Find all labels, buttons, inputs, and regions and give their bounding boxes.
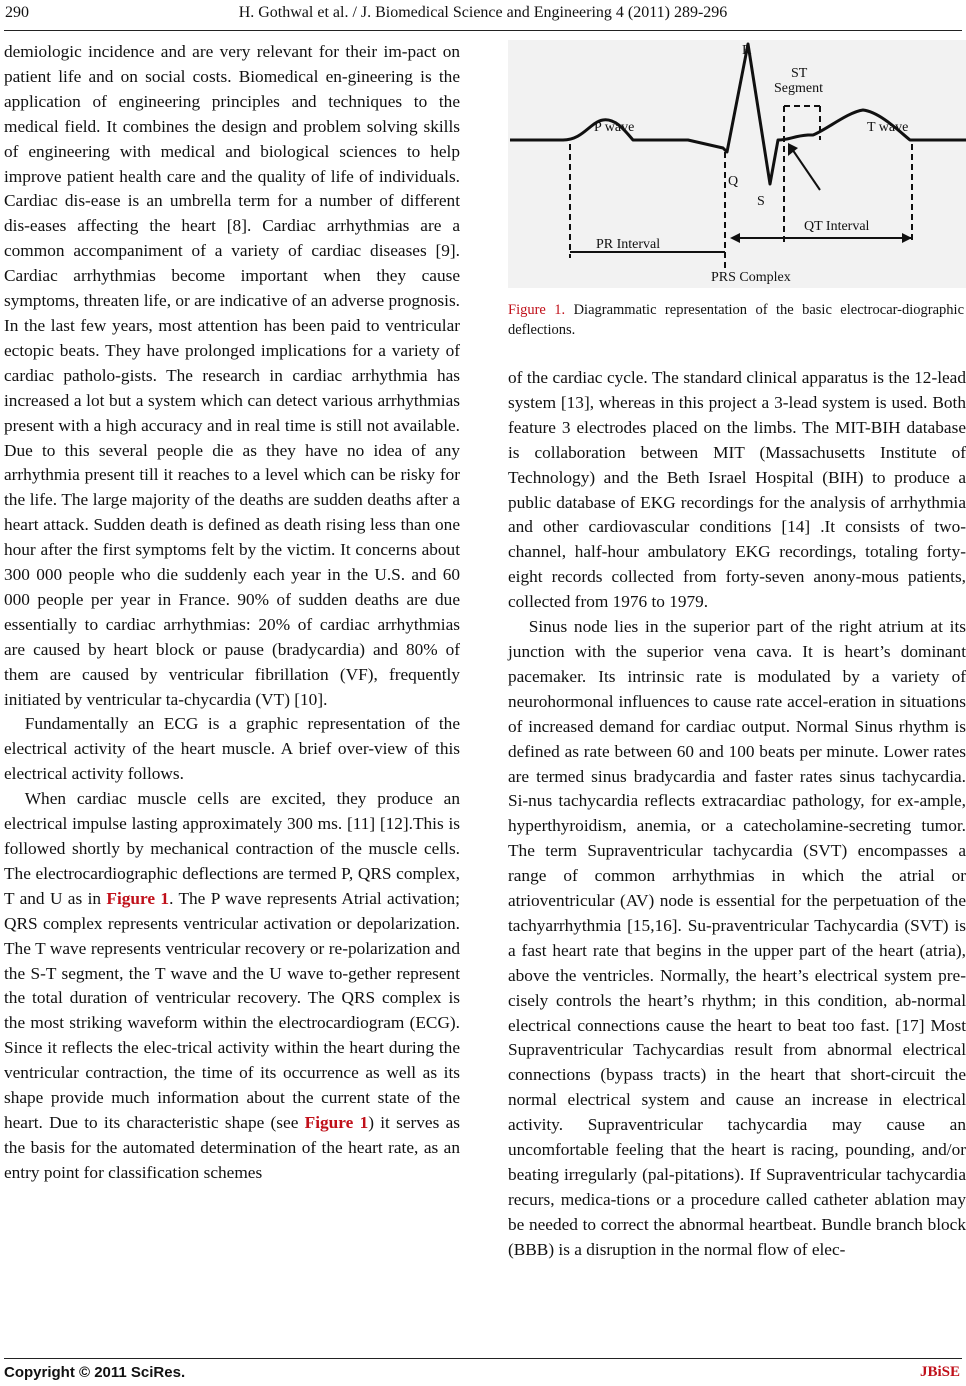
text-run: ) it serves as the basis for the automated determination of the heart rate, as an entry point for classification schemes: [4, 1112, 460, 1182]
paragraph: demiologic incidence and are very relevant for their im-pact on patient life and on social costs. Biomedical en-gineering is the application of engineering principles and techniques to the medical field. It combines the design and problem solving skills of engineering with medical and biological sciences to help improve patient health care and the quality of life of individuals. Cardiac dis-ease is an umbrella term for a number of different dis-eases affecting the heart [8]. Cardiac arrhythmias are a common accompaniment of a variety of cardiac diseases [9]. Cardiac arrhythmias become important when they cause symptoms, threaten life, or are indicative of an adverse prognosis. In the last few years, most attention has been paid to ventricular ectopic beats. They have prolonged implications for a variety of cardiac patholo-gists. The research in cardiac arrhythmia has increased a lot but a system which can detect various arrhythmias present with a high accuracy and in real time is still not available. Due to this several people die as they have no idea of any arrhythmia present till it reaches to a level which can be risky for the life. The large majority of the deaths are sudden deaths after a heart attack. Sudden death is defined as death rising less than one hour after the first symptoms felt by the victim. It concerns about 300 000 people who die suddenly each year in the U.S. and 60 000 people per year in France. 90% of sudden deaths are due essentially to cardiac arrhythmias: 20% of cardiac arrhythmias are caused by heart block or pause (bradycardia) and 80% of them are caused by ventricular fibrillation (VF), frequently initiated by ventricular ta-chycardia (VT) [10].: [4, 42, 460, 709]
st-arrow-line: [790, 146, 820, 190]
label-st: ST: [791, 66, 808, 81]
ecg-figure: [508, 40, 966, 288]
paragraph: [4, 787, 460, 1186]
running-head: H. Gothwal et al. / J. Biomedical Science and Engineering 4 (2011) 289-296: [238, 4, 728, 21]
label-pr-interval: PR Interval: [596, 237, 661, 252]
page-number: 290: [5, 4, 29, 21]
figure-caption: [508, 300, 964, 340]
paragraph: Sinus node lies in the superior part of the right atrium at its junction with the superior vena cava. It is heart’s dominant pacemaker. Its intrinsic rate is modulated by a variety of neurohormonal influences to cause rate accel-eration in situations of increased demand for cardiac output. Normal Sinus rhythm is defined as rate between 60 and 100 beats per minute. Lower rates are termed sinus bradycardia and faster rates sinus tachycardia. Si-nus tachycardia reflects extracardiac pathology, for ex-ample, hyperthyroidism, anemia, or a catecholamine-secreting tumor. The term Supraventricular tachycardia (SVT) encompasses a range of common arrhythmias in which the atrial or atrioventricular (AV) node is essential for the perpetuation of the tachyarrhythmia [15,16]. Su-praventricular Tachycardia (SVT) is a fast heart rate that begins in the upper part of the heart (atria), above the ventricles. Normally, the heart’s electrical system pre-cisely controls the heart’s rhythm; in this condition, ab-normal electrical connections cause the heart to beat too fast. [17] Most Supraventricular Tachycardias result from abnormal electrical connections (bypass tracts) in the heart that short-circuit the normal electrical system and cause an increase in electrical activity. Supraventricular tachycardia may cause an uncomfortable feeling that the heart is racing, pounding, and/or beating irregularly (pal-pitations). If Supraventricular tachycardia recurs, medica-tions or a procedure called catheter ablation may be needed to correct the abnormal heartbeat. Bundle branch block (BBB) is a disruption in the normal flow of elec-: [508, 617, 966, 1259]
label-t-wave: T wave: [867, 120, 909, 135]
paragraph: of the cardiac cycle. The standard clinical apparatus is the 12-lead system [13], whereas in this project a 3-lead system is used. Both feature 3 electrodes placed on the limbs. The MIT-BIH database is collaboration between MIT (Massachusetts Institute of Technology) and the Beth Israel Hospital (BIH) to produce a public database of EKG recordings for the analysis of arrhythmia and other cardiovascular conditions [14] .It consists of two-channel, half-hour ambulatory EKG recordings, totaling forty-eight records collected from forty-seven anony-mous patients, collected from 1976 to 1979.: [508, 368, 966, 612]
copyright-notice: Copyright © 2011 SciRes.: [4, 1364, 186, 1381]
figure-reference-link[interactable]: Figure 1: [106, 888, 170, 908]
label-q: Q: [728, 174, 739, 189]
paragraph: Fundamentally an ECG is a graphic representation of the electrical activity of the heart muscle. A brief over-view of this electrical activity follows.: [4, 714, 460, 784]
ecg-diagram: [508, 40, 966, 288]
label-segment: Segment: [774, 81, 823, 96]
header-rule: [4, 30, 962, 31]
right-column: [508, 366, 966, 1263]
label-r: R: [742, 43, 752, 58]
journal-tag: JBiSE: [919, 1364, 960, 1380]
ecg-waveform: [510, 44, 966, 184]
left-column: [4, 40, 460, 1186]
caption-text: Diagrammatic representation of the basic electrocar-diographic deflections.: [508, 302, 965, 338]
qt-arrow-right-head: [902, 233, 912, 243]
page-header: [0, 4, 966, 32]
caption-label: Figure 1.: [508, 302, 566, 318]
text-run: . The P wave represents Atrial activation; QRS complex represents ventricular activation or depolarization. The T wave represents ventricular recovery or re-polarization and the S-T segment, the T wave and the U wave to-gether represent the total duration of ventricular recovery. The QRS complex is the most striking waveform within the electrocardiogram (ECG). Since it reflects the elec-trical activity within the heart during the ventricular contraction, the time of its occurrence as well as its shape provide much information about the current state of the heart. Due to its characteristic shape (see: [4, 888, 460, 1132]
label-s: S: [757, 194, 765, 209]
text-run: When cardiac muscle cells are excited, they produce an electrical impulse lasting approximately 300 ms. [11] [12].This is followed shortly by mechanical contraction of the muscle cells. The electrocardiographic deflections are termed P, QRS complex, T and U as in: [4, 789, 460, 908]
label-prs-complex: PRS Complex: [711, 270, 791, 285]
figure-reference-link[interactable]: Figure 1: [304, 1112, 369, 1132]
label-qt-interval: QT Interval: [804, 219, 870, 234]
footer-rule: [4, 1358, 962, 1359]
label-p-wave: P wave: [594, 120, 635, 135]
qt-arrow-left-head: [730, 233, 740, 243]
